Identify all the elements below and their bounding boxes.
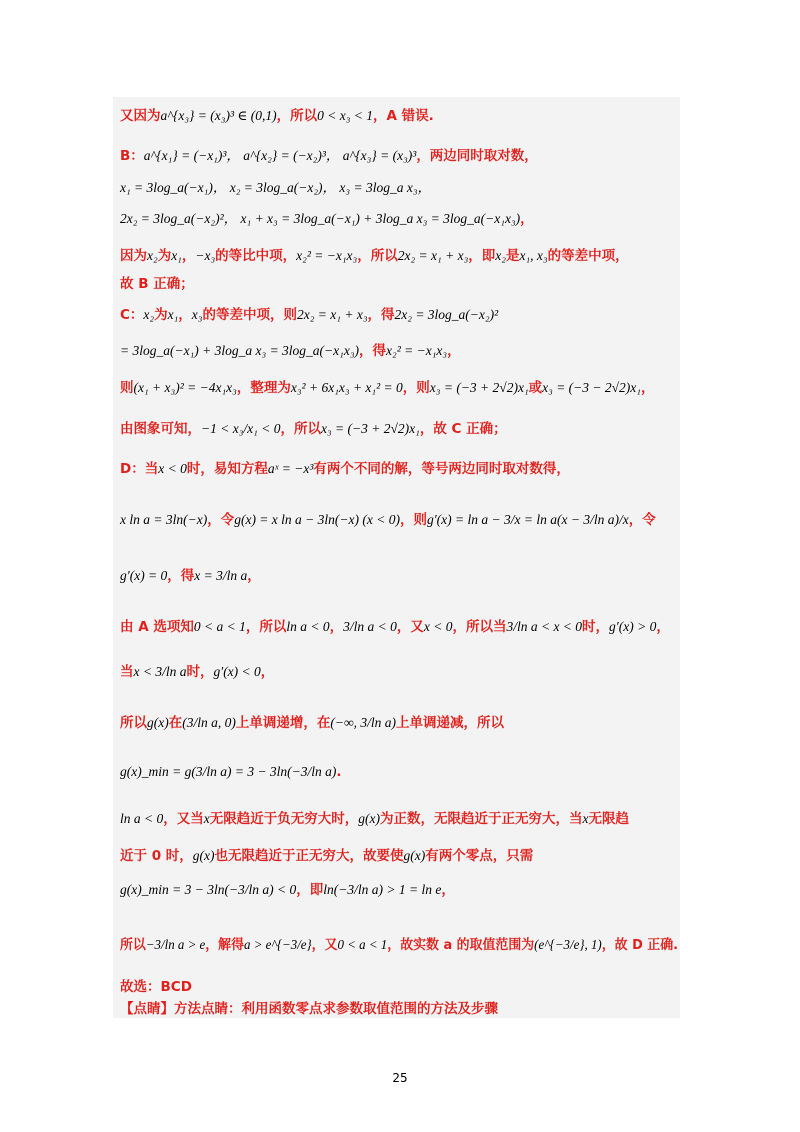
solution-line bbox=[120, 617, 670, 637]
math-expression: (x₁ + x₃)² = −4x₁x₃ bbox=[133, 380, 237, 395]
math-expression: x₁ bbox=[167, 307, 179, 322]
line-text: ，整理为 bbox=[236, 380, 291, 396]
line-text: ， bbox=[441, 882, 455, 898]
line-text: ，解得 bbox=[205, 937, 245, 953]
math-expression: (e^{−3/e}, 1) bbox=[534, 937, 602, 952]
math-expression: x₃ = (−3 − 2√2)x₁ bbox=[542, 380, 641, 395]
line-text: 的等差中项， bbox=[547, 248, 629, 264]
math-expression: g(x) bbox=[192, 848, 215, 863]
line-text: ，即 bbox=[296, 882, 324, 898]
line-text: B： bbox=[120, 148, 144, 164]
math-expression: 0 < x₃ < 1 bbox=[317, 108, 374, 123]
line-text: . bbox=[336, 764, 342, 780]
math-expression: g(x) = x ln a − 3ln(−x) (x < 0) bbox=[234, 512, 400, 527]
line-text: 由图象可知， bbox=[120, 421, 201, 437]
solution-line bbox=[120, 510, 656, 530]
math-expression: x₃² + 6x₁x₃ + x₁² = 0 bbox=[290, 380, 403, 395]
math-expression: g′(x) > 0 bbox=[609, 619, 657, 634]
math-expression: 0 < a < 1 bbox=[337, 937, 388, 952]
line-text: 上单调递增，在 bbox=[235, 715, 331, 731]
solution-line bbox=[120, 246, 629, 266]
math-expression: g(x)_min = g(3/ln a) = 3 − 3ln(−3/ln a) bbox=[120, 764, 337, 779]
line-text: 为 bbox=[154, 307, 168, 323]
line-text: ，则 bbox=[399, 512, 427, 528]
line-text: ，令 bbox=[628, 512, 656, 528]
math-expression: g(x) bbox=[358, 811, 380, 826]
solution-line bbox=[120, 880, 455, 900]
solution-line bbox=[120, 566, 261, 586]
line-text: 所以 bbox=[120, 937, 146, 953]
math-expression: x₂ bbox=[147, 248, 158, 263]
line-text: C： bbox=[120, 307, 144, 323]
line-text: ，两边同时取对数， bbox=[416, 148, 538, 164]
math-expression: x < 3/ln a bbox=[133, 664, 187, 679]
math-expression: x₁ = 3log_a(−x₁)， x₂ = 3log_a(−x₂)， x₃ = 3log_a x₃， bbox=[120, 180, 432, 195]
line-text: 的等比中项， bbox=[215, 248, 297, 264]
line-text: 有两个零点，只需 bbox=[425, 848, 534, 864]
math-expression: x₃ bbox=[191, 307, 203, 322]
math-expression: (3/ln a, 0) bbox=[182, 715, 236, 730]
line-text: 也无限趋近于正无穷大，故要使 bbox=[214, 848, 404, 864]
math-expression: x₂ bbox=[143, 307, 155, 322]
tip-heading: 【点睛】方法点睛：利用函数零点求参数取值范围的方法及步骤 bbox=[120, 1001, 498, 1017]
math-expression: x₃ = (−3 + 2√2)x₁ bbox=[320, 421, 420, 436]
math-expression: x₂² = −x₁x₃ bbox=[386, 343, 448, 358]
line-text: ，又当 bbox=[163, 811, 204, 827]
line-text: ，又 bbox=[311, 937, 338, 953]
line-text: 故 B 正确； bbox=[120, 276, 194, 292]
solution-line bbox=[120, 459, 570, 479]
line-text: 无限趋 bbox=[588, 811, 629, 827]
math-expression: aˣ = −x³ bbox=[267, 461, 314, 476]
solution-line bbox=[120, 846, 533, 866]
line-text: ，得 bbox=[367, 307, 395, 323]
math-expression: g′(x) = 0 bbox=[120, 568, 168, 583]
line-text: 的等差中项，则 bbox=[202, 307, 297, 323]
line-text: ，所以当 bbox=[452, 619, 507, 635]
line-text: 在 bbox=[168, 715, 183, 731]
solution-line bbox=[120, 106, 434, 126]
line-text: ，所以 bbox=[357, 248, 398, 264]
line-text: 时，易知方程 bbox=[186, 461, 268, 477]
math-expression: 2x₂ = 3log_a(−x₂)²， x₁ + x₃ = 3log_a(−x₁) + 3log_a x₃ = 3log_a(−x₁x₃) bbox=[120, 211, 521, 226]
line-text: ，所以 bbox=[245, 619, 287, 635]
math-expression: 3/ln a < x < 0 bbox=[506, 619, 583, 634]
math-expression: a^{x₃} = (x₃)³ ∈ (0,1) bbox=[160, 108, 277, 123]
solution-line bbox=[120, 713, 504, 733]
math-expression: −1 < x₃/x₁ < 0 bbox=[201, 421, 281, 436]
math-expression: ln a < 0 bbox=[120, 811, 164, 826]
line-text: ， bbox=[447, 343, 461, 359]
line-text: 近于 0 时， bbox=[120, 848, 193, 864]
line-text: ， bbox=[641, 380, 655, 396]
line-text: ， bbox=[247, 568, 261, 584]
solution-line bbox=[120, 809, 629, 829]
math-expression: −x₃ bbox=[195, 248, 216, 263]
line-text: ，得 bbox=[167, 568, 195, 584]
solution-line bbox=[120, 762, 342, 782]
line-text: ，则 bbox=[402, 380, 430, 396]
line-text: 或 bbox=[528, 380, 543, 396]
line-text: ， bbox=[329, 619, 344, 635]
math-expression: x₃ = (−3 + 2√2)x₁ bbox=[429, 380, 529, 395]
line-text: 由 A 选项知 bbox=[120, 619, 194, 635]
line-text: ，故 C 正确； bbox=[419, 421, 507, 437]
math-expression: a^{x₁} = (−x₁)³， a^{x₂} = (−x₂)³， a^{x₃} = (x₃)³ bbox=[143, 148, 417, 163]
math-expression: 3/ln a < 0 bbox=[343, 619, 397, 634]
line-text: 当 bbox=[120, 664, 134, 680]
math-expression: g′(x) = ln a − 3/x = ln a(x − 3/ln a)/x bbox=[426, 512, 629, 527]
line-text: 则 bbox=[120, 380, 134, 396]
solution-line bbox=[120, 146, 538, 166]
solution-line bbox=[120, 977, 192, 997]
solution-line bbox=[120, 305, 498, 325]
page-number: 25 bbox=[392, 1071, 408, 1085]
math-expression: 2x₂ = 3log_a(−x₂)² bbox=[394, 307, 499, 322]
math-expression: x₁ bbox=[171, 248, 182, 263]
math-expression: g(x)_min = 3 − 3ln(−3/ln a) < 0 bbox=[120, 882, 297, 897]
line-text: ，故 D 正确. bbox=[601, 937, 679, 953]
math-expression: 0 < a < 1 bbox=[193, 619, 246, 634]
line-text: 故选：BCD bbox=[120, 979, 192, 995]
line-text: ，故实数 a 的取值范围为 bbox=[387, 937, 535, 953]
math-expression: x = 3/ln a bbox=[194, 568, 248, 583]
solution-line bbox=[120, 274, 194, 294]
math-expression: x < 0 bbox=[158, 461, 187, 476]
line-text: 为正数，无限趋近于正无穷大，当 bbox=[379, 811, 583, 827]
solution-line bbox=[120, 419, 507, 439]
line-text: ， bbox=[178, 307, 192, 323]
math-expression: −3/ln a > e bbox=[145, 937, 206, 952]
solution-line bbox=[120, 662, 274, 682]
line-text: D：当 bbox=[120, 461, 159, 477]
line-text: ， bbox=[181, 248, 196, 264]
math-expression: (−∞, 3/ln a) bbox=[330, 715, 396, 730]
line-text: 时， bbox=[186, 664, 214, 680]
math-expression: ln a < 0 bbox=[286, 619, 330, 634]
line-text: ，A 错误. bbox=[373, 108, 434, 124]
line-text: ，令 bbox=[207, 512, 235, 528]
math-expression: g(x) bbox=[403, 848, 426, 863]
line-text: 时， bbox=[582, 619, 610, 635]
math-expression: x bbox=[203, 811, 210, 826]
math-expression: x₂ bbox=[495, 248, 506, 263]
math-expression: ln(−3/ln a) > 1 = ln e bbox=[323, 882, 442, 897]
math-expression: x₁, x₃ bbox=[519, 248, 548, 263]
math-expression: x < 0 bbox=[423, 619, 453, 634]
math-expression: g(x) bbox=[147, 715, 169, 730]
math-expression: 2x₂ = x₁ + x₃ bbox=[296, 307, 368, 322]
math-expression: x ln a = 3ln(−x) bbox=[120, 512, 208, 527]
line-text: ，即 bbox=[468, 248, 496, 264]
solution-line bbox=[120, 378, 655, 398]
solution-line bbox=[120, 209, 534, 229]
math-expression: g′(x) < 0 bbox=[213, 664, 261, 679]
line-text: ，所以 bbox=[280, 421, 321, 437]
solution-line bbox=[120, 935, 678, 955]
line-text: ，得 bbox=[359, 343, 387, 359]
line-text: ， bbox=[656, 619, 670, 635]
line-text: 上单调递减，所以 bbox=[395, 715, 504, 731]
line-text: ， bbox=[520, 211, 534, 227]
line-text: 因为 bbox=[120, 248, 147, 264]
solution-line bbox=[120, 178, 431, 198]
math-expression: x₂² = −x₁x₃ bbox=[296, 248, 358, 263]
line-text: 又因为 bbox=[120, 108, 161, 124]
line-text: ，又 bbox=[396, 619, 424, 635]
line-text: 有两个不同的解，等号两边同时取对数得， bbox=[313, 461, 570, 477]
solution-line bbox=[120, 341, 461, 361]
line-text: 无限趋近于负无穷大时， bbox=[209, 811, 359, 827]
math-expression: = 3log_a(−x₁) + 3log_a x₃ = 3log_a(−x₁x₃) bbox=[120, 343, 360, 358]
math-expression: x bbox=[582, 811, 589, 826]
line-text: ， bbox=[260, 664, 275, 680]
line-text: 为 bbox=[157, 248, 172, 264]
line-text: ，所以 bbox=[276, 108, 318, 124]
line-text: 所以 bbox=[120, 715, 147, 731]
math-expression: 2x₂ = x₁ + x₃ bbox=[397, 248, 469, 263]
math-expression: a > e^{−3/e} bbox=[244, 937, 312, 952]
line-text: 是 bbox=[505, 248, 520, 264]
